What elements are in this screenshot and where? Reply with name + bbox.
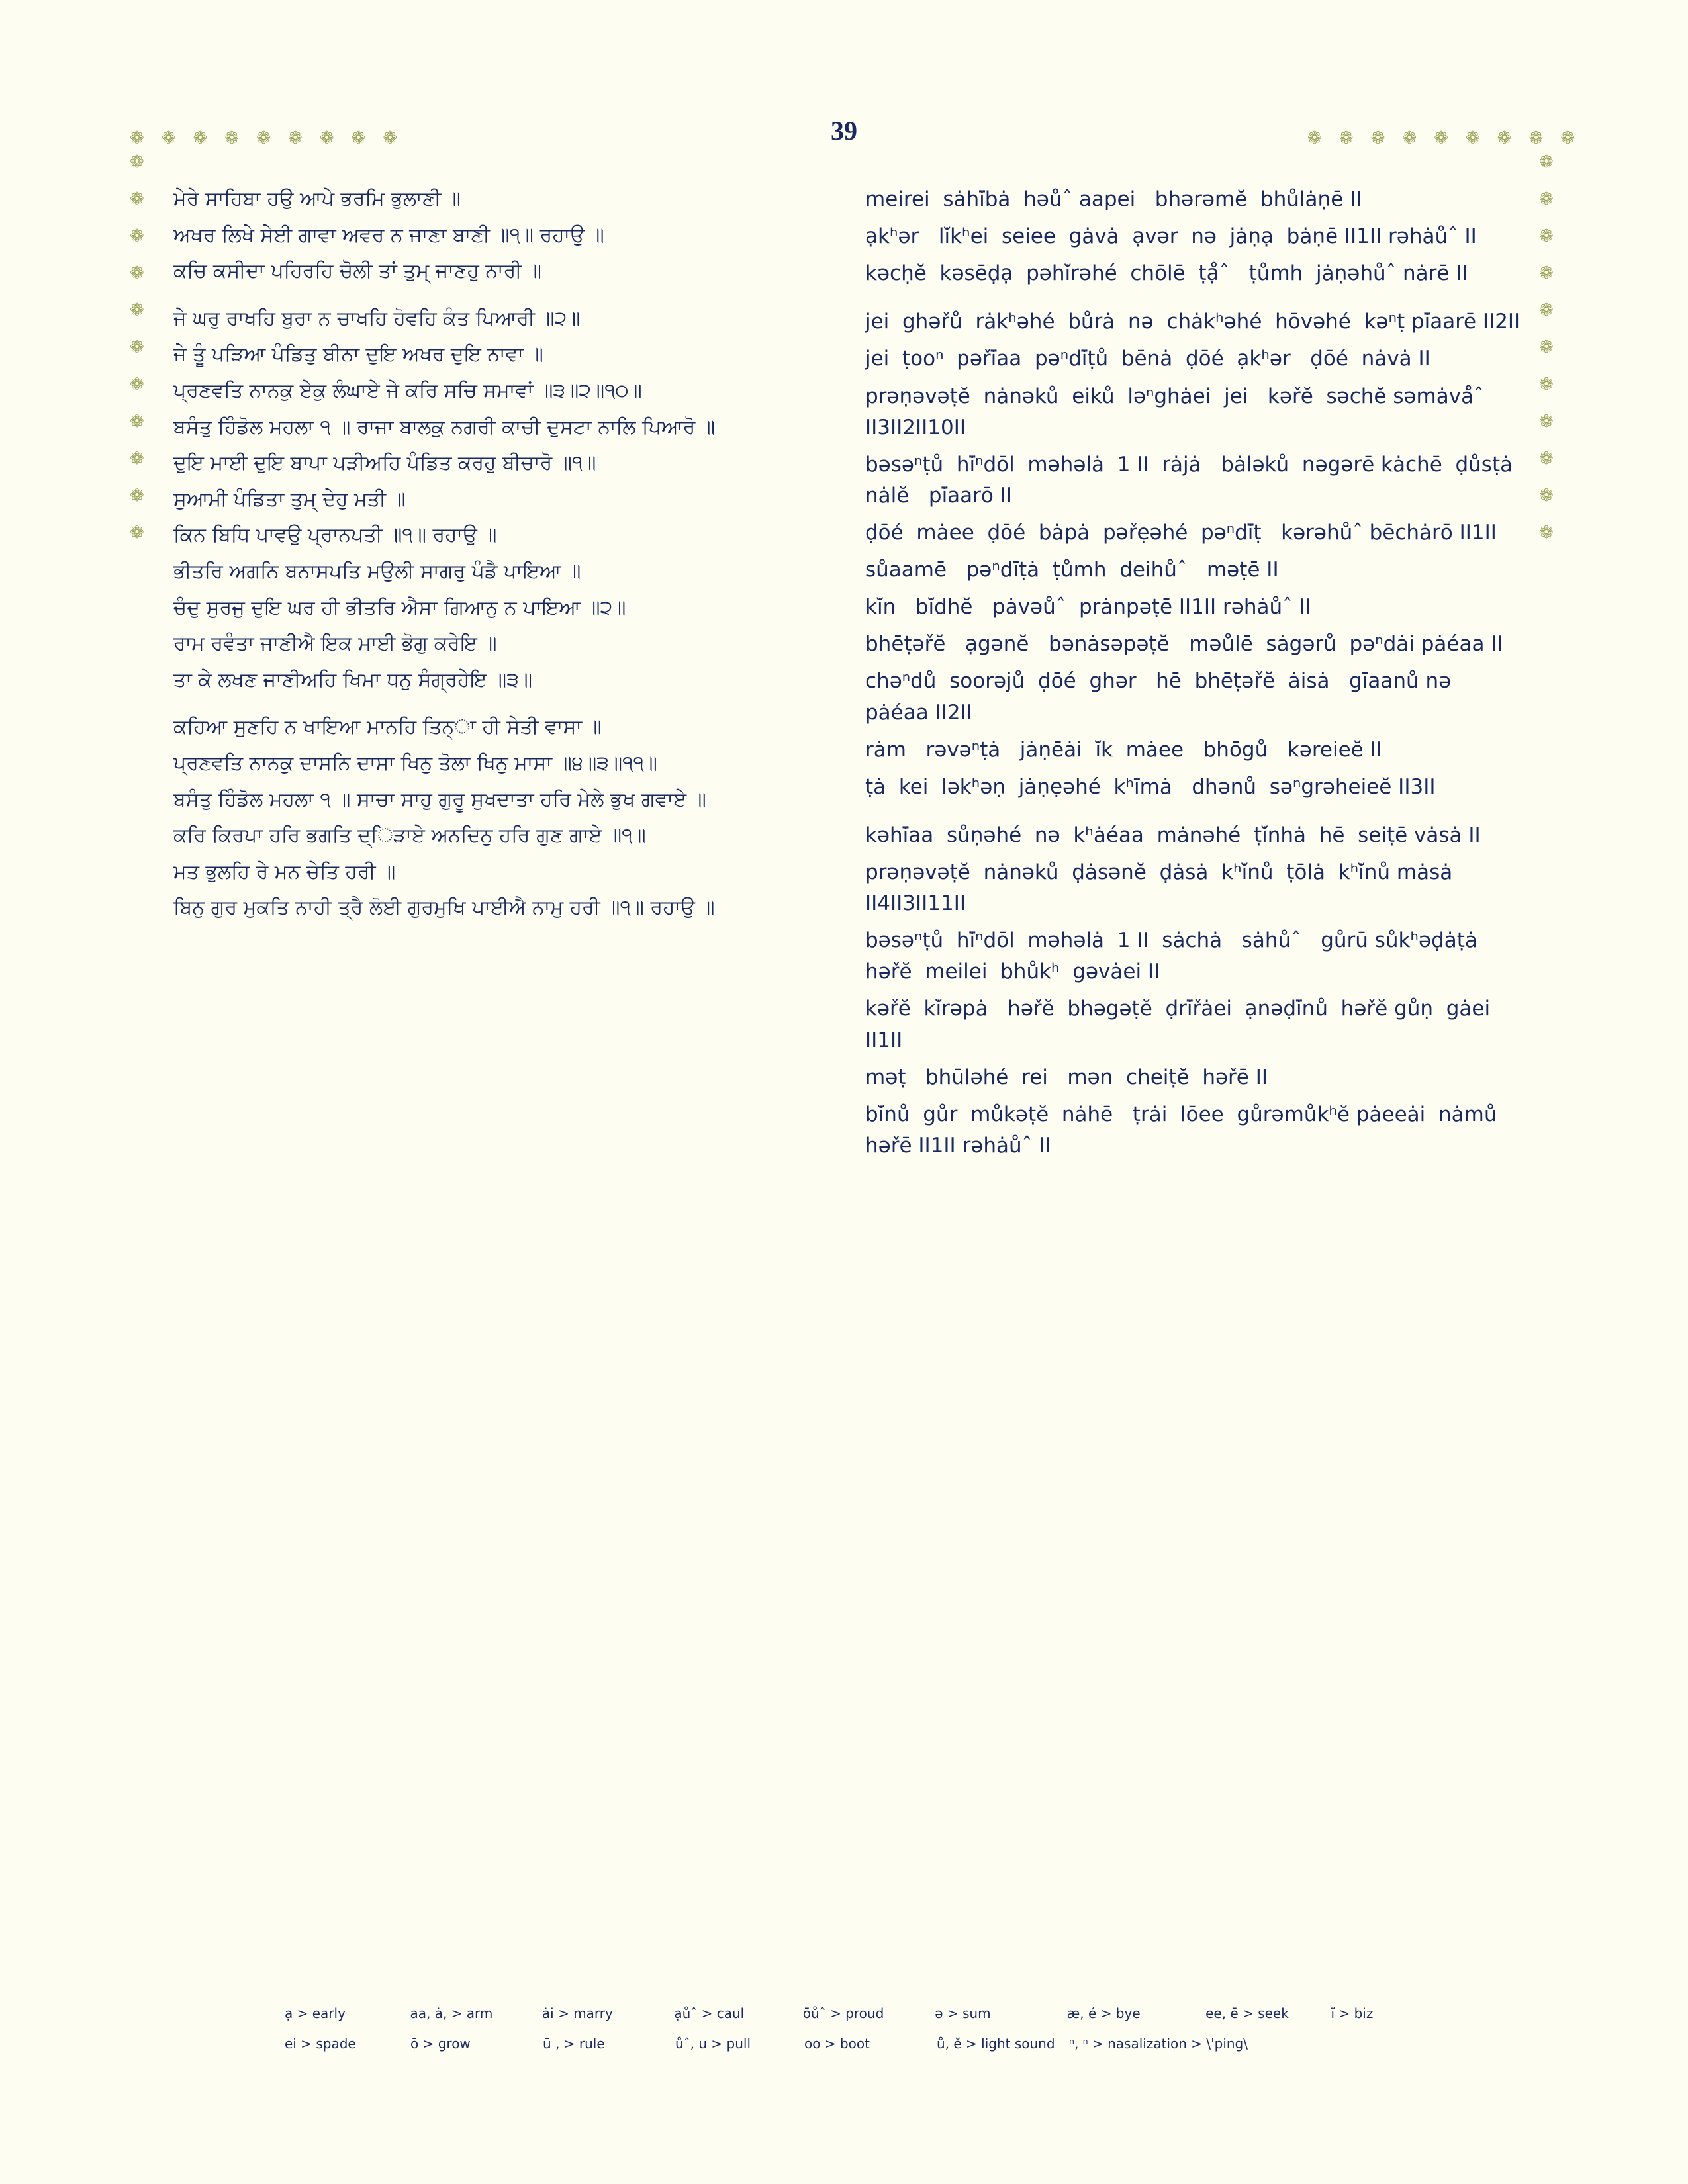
pronunciation-key-item: ū , > rule [543,2036,605,2052]
transliteration-line: kəcḥĕ kəsēḍạ pəhi̇̆rəhé chōlē ṭạ̊ˆ ṭůmh jȧṇəhůˆ nȧrē II [865,261,1468,286]
flower-icon: ❁ [130,128,144,148]
transliteration-line: bi̇̆nů gůr můkəṭĕ nȧhē ṭrȧi lōee gůrəmůkʰĕ pȧeeȧi nȧmů həřē II1II rəhȧůˆ II [865,1102,1511,1158]
pronunciation-key-item: ů, ĕ > light sound [937,2036,1055,2052]
pronunciation-key-item: i̇̆ > biz [1331,2005,1374,2021]
scripture-body [173,184,1524,1167]
flower-icon: ❁ [1539,338,1554,357]
gurmukhi-line: ਬਸੰਤੁ ਹਿੰਡੋਲ ਮਹਲਾ ੧ ॥ ਰਾਜਾ ਬਾਲਕੁ ਨਗਰੀ ਕਾਚੀ ਦੁਸਟਾ ਨਾਲਿ ਪਿਆਰੋ ॥ [173,415,716,439]
flower-icon: ❁ [193,128,208,148]
flower-icon: ❁ [161,128,176,148]
gurmukhi-line: ਮੇਰੇ ਸਾਹਿਬਾ ਹਉੁ ਆਪੇ ਭਰਮਿ ਭੁਲਾਣੀ ॥ [173,187,461,210]
flower-icon: ❁ [319,128,334,148]
transliteration-line: rȧm rəvəⁿṭȧ jȧṇēȧi i̇̆k mȧee bhōgů kəreieĕ II [865,737,1382,762]
flower-icon: ❁ [383,128,398,148]
flower-icon: ❁ [130,263,144,283]
flower-icon: ❁ [1307,128,1322,148]
flower-icon: ❁ [224,128,240,148]
flower-icon: ❁ [1465,128,1480,148]
flower-icon: ❁ [130,412,144,432]
flower-icon: ❁ [1539,226,1554,246]
left-border-decoration [130,154,144,541]
flower-icon: ❁ [1338,128,1354,148]
flower-icon: ❁ [1539,523,1554,543]
flower-icon: ❁ [1539,375,1554,394]
transliteration-line: ḍōé mȧee ḍōé bȧpȧ pəřẹəhé pəⁿdi̇̈ṭ kərəhůˆ bēchȧrō II1II [865,520,1497,545]
transliteration-line: məṭ bhūləhé rei mən cheiṭĕ həřē II [865,1065,1268,1089]
page-number: 39 [831,116,857,146]
pronunciation-key-item: æ, é > bye [1066,2005,1141,2021]
gurmukhi-line: ਅਖਰ ਲਿਖੇ ਸੇਈ ਗਾਵਾ ਅਵਰ ਨ ਜਾਣਾ ਬਾਣੀ ॥੧॥ ਰਹਾਉੁ ॥ [173,223,604,247]
gurmukhi-line: ਪ੍ਰਣਵਤਿ ਨਾਨਕੁ ਏਕੁ ਲੰਘਾਏ ਜੇ ਕਰਿ ਸਚਿ ਸਮਾਵਾਂ ॥੩॥੨॥੧੦॥ [173,379,642,402]
flower-icon: ❁ [130,338,144,357]
flower-icon: ❁ [1539,486,1554,506]
flower-icon: ❁ [130,226,144,246]
right-border-decoration [1539,154,1554,541]
transliteration-line: jei ghəřů rȧkʰəhé bůrȧ nə chȧkʰəhé hōvəhé kəⁿṭ pi̇̈aarē II2II [865,310,1521,334]
flower-icon: ❁ [1402,128,1417,148]
transliteration-line: bəsəⁿṭů hi̇̈ⁿdōl məhəlȧ 1 II sȧchȧ sȧhůˆ gůrū sůkʰəḍȧṭȧ həřĕ meilei bhůkʰ gəvȧei II [865,929,1491,984]
flower-icon: ❁ [1560,128,1575,148]
pronunciation-key [285,2005,1450,2066]
pronunciation-key-item: ȧi > marry [541,2005,613,2021]
flower-icon: ❁ [130,523,144,543]
gurmukhi-line: ਕਚਿ ਕਸੀਦਾ ਪਹਿਰਹਿ ਚੋਲੀ ਤਾਂ ਤੁਮ੍ ਜਾਣਹੁ ਨਾਰੀ ॥ [173,259,542,283]
transliteration-line: kəřĕ ki̇̆rəpȧ həřĕ bhəgəṭĕ ḍri̇̈řȧei ạnəḍi̇̈nů həřĕ gůṇ gȧei II1II [865,997,1497,1052]
gurmukhi-line: ਜੇ ਘਰੁ ਰਾਖਹਿ ਬੁਰਾ ਨ ਚਾਖਹਿ ਹੋਵਹਿ ਕੰਤ ਪਿਆਰੀ ॥੨॥ [173,306,581,330]
flower-icon: ❁ [130,449,144,469]
gurmukhi-line: ਭੀਤਰਿ ਅਗਨਿ ਬਨਾਸਪਤਿ ਮਉੁਲੀ ਸਾਗਰੁ ਪੰਡੈ ਪਾਇਆ ॥ [173,559,581,583]
pronunciation-key-item: ei > spade [285,2036,356,2052]
pronunciation-key-row-1 [285,2005,1450,2021]
flower-icon: ❁ [1370,128,1385,148]
gurmukhi-line: ਮਤ ਭੁਲਹਿ ਰੇ ਮਨ ਚੇਤਿ ਹਰੀ ॥ [173,860,396,884]
transliteration-line: ạkʰər li̇̆kʰei seiee gȧvȧ ạvər nə jȧṇạ bȧṇē II1II rəhȧůˆ II [865,224,1477,249]
transliteration-line: bəsəⁿṭů hi̇̈ⁿdōl məhəlȧ 1 II rȧjȧ bȧləků nəgərē kȧchē ḍůsṭȧ nȧlĕ pi̇̈aarō II [865,452,1526,508]
flower-icon: ❁ [256,128,271,148]
flower-icon: ❁ [1539,152,1554,172]
gurmukhi-line: ਸੁਆਮੀ ਪੰਡਿਤਾ ਤੁਮ੍ ਦੇਹੁ ਮਤੀ ॥ [173,487,406,511]
pronunciation-key-item: ə > sum [935,2005,991,2021]
transliteration-line: chəⁿdů soorəjů ḍōé ghər hē bhēṭəřĕ ȧisȧ gi̇̈aanů nə pȧéaa II2II [865,669,1464,725]
flower-icon: ❁ [1497,128,1512,148]
flower-icon: ❁ [130,375,144,394]
pronunciation-key-row-2 [285,2036,1450,2052]
gurmukhi-line: ਕਰਿ ਕਿਰਪਾ ਹਰਿ ਭਗਤਿ ਦ੍ਿੜਾਏ ਅਨਦਿਨੁ ਹਰਿ ਗੁਣ ਗਾਏ ॥੧॥ [173,824,646,848]
flower-icon: ❁ [130,486,144,506]
pronunciation-key-item: ōůˆ > proud [802,2005,884,2021]
pronunciation-key-item: ō > grow [410,2036,471,2052]
flower-icon: ❁ [1539,449,1554,469]
transliteration-line: meirei sȧhi̇̈bȧ həůˆ aapei bhərəmĕ bhůlȧṇē II [865,187,1362,211]
flower-icon: ❁ [1539,189,1554,209]
gurmukhi-line: ਬਸੰਤੁ ਹਿੰਡੋਲ ਮਹਲਾ ੧ ॥ ਸਾਚਾ ਸਾਹੁ ਗੁਰੂ ਸੁਖਦਾਤਾ ਹਰਿ ਮੇਲੇ ਭੁਖ ਗਵਾਏ ॥ [173,788,706,811]
gurmukhi-line: ਬਿਨੁ ਗੁਰ ਮੁਕਤਿ ਨਾਹੀ ਤ੍ਰੈ ਲੋਈ ਗੁਰਮੁਖਿ ਪਾਈਐ ਨਾਮੁ ਹਰੀ ॥੧॥ ਰਹਾਉੁ ॥ [173,896,715,920]
pronunciation-key-item: ạ > early [285,2005,346,2021]
transliteration-line: ṭȧ kei ləkʰəṇ jȧṇẹəhé kʰi̇̈mȧ dhənů səⁿgrəheieĕ II3II [865,774,1436,799]
gurmukhi-line: ਚੰਦੁ ਸੁਰਜੁ ਦੁਇ ਘਰ ਹੀ ਭੀਤਰਿ ਐਸਾ ਗਿਆਨੁ ਨ ਪਾਇਆ ॥੨॥ [173,596,626,619]
transliteration-column [865,184,1524,1167]
pronunciation-key-item: ạůˆ > caul [674,2005,745,2021]
gurmukhi-line: ਦੁਇ ਮਾਈ ਦੁਇ ਬਾਪਾ ਪੜੀਅਹਿ ਪੰਡਿਤ ਕਰਹੁ ਬੀਚਾਰੋ ॥੧॥ [173,451,596,475]
transliteration-line: bhēṭəřĕ ạgənĕ bənȧsəpəṭĕ məůlē sȧgərů pəⁿdȧi pȧéaa II [865,632,1503,657]
flower-icon: ❁ [1539,412,1554,432]
transliteration-line: prəṇəvəṭĕ nȧnəků ḍȧsənĕ ḍȧsȧ kʰi̇̆nů ṭōlȧ kʰi̇̆nů mȧsȧ II4II3II11II [865,860,1460,916]
pronunciation-key-item: oo > boot [804,2036,870,2052]
gurmukhi-line: ਤਾ ਕੇ ਲਖਣ ਜਾਣੀਅਹਿ ਖਿਮਾ ਧਨੁ ਸੰਗ੍ਰਹੇਇ ॥੩॥ [173,668,533,692]
pronunciation-key-item: ee, ē > seek [1205,2005,1289,2021]
top-right-border-decoration [1307,130,1575,147]
gurmukhi-line: ਪ੍ਰਣਵਤਿ ਨਾਨਕੁ ਦਾਸਨਿ ਦਾਸਾ ਖਿਨੁ ਤੋਲਾ ਖਿਨੁ ਮਾਸਾ ॥੪॥੩॥੧੧॥ [173,751,657,775]
gurmukhi-column [173,184,832,1167]
flower-icon: ❁ [130,152,144,172]
pronunciation-key-item: aa, ȧ, > arm [410,2005,493,2021]
flower-icon: ❁ [287,128,303,148]
gurmukhi-line: ਕਿਨ ਬਿਧਿ ਪਾਵਉੁ ਪ੍ਰਾਨਪਤੀ ॥੧॥ ਰਹਾਉੁ ॥ [173,523,497,547]
transliteration-line: ki̇̆n bi̇̆dhĕ pȧvəůˆ prȧnpəṭē II1II rəhȧůˆ II [865,595,1311,619]
flower-icon: ❁ [351,128,366,148]
transliteration-line: jei ṭooⁿ pəři̇̈aa pəⁿdi̇̈ṭů bēnȧ ḍōé ạkʰər ḍōé nȧvȧ II [865,347,1430,371]
pronunciation-key-item: ⁿ, ⁿ > nasalization > \'ping\ [1069,2036,1248,2052]
flower-icon: ❁ [1539,300,1554,320]
flower-icon: ❁ [1539,263,1554,283]
flower-icon: ❁ [130,300,144,320]
gurmukhi-line: ਜੇ ਤੂੰ ਪੜਿਆ ਪੰਡਿਤੁ ਬੀਨਾ ਦੁਇ ਅਖਰ ਦੁਇ ਨਾਵਾ ॥ [173,343,543,367]
gurmukhi-line: ਕਹਿਆ ਸੁਣਹਿ ਨ ਖਾਇਆ ਮਾਨਹਿ ਤਿਨ੍ਾ ਹੀ ਸੇਤੀ ਵਾਸਾ ॥ [173,715,602,739]
top-left-border-decoration [130,130,397,147]
flower-icon: ❁ [1528,128,1544,148]
transliteration-line: prəṇəvəṭĕ nȧnəků eiků ləⁿghȧei jei kəřĕ səchĕ səmȧvȧ̊ˆ II3II2II10II [865,384,1497,439]
flower-icon: ❁ [130,189,144,209]
transliteration-line: sůaamē pəⁿdi̇̈ṭȧ ṭůmh deihůˆ məṭē II [865,558,1279,582]
flower-icon: ❁ [1434,128,1448,148]
gurmukhi-line: ਰਾਮ ਰਵੰਤਾ ਜਾਣੀਐ ਇਕ ਮਾਈ ਭੋਗੁ ਕਰੇਇ ॥ [173,632,497,656]
transliteration-line: kəhi̇̈aa sůṇəhé nə kʰȧéaa mȧnəhé ṭi̇̆nhȧ hē seiṭē vȧsȧ II [865,823,1481,847]
pronunciation-key-item: ůˆ, u > pull [675,2036,751,2052]
